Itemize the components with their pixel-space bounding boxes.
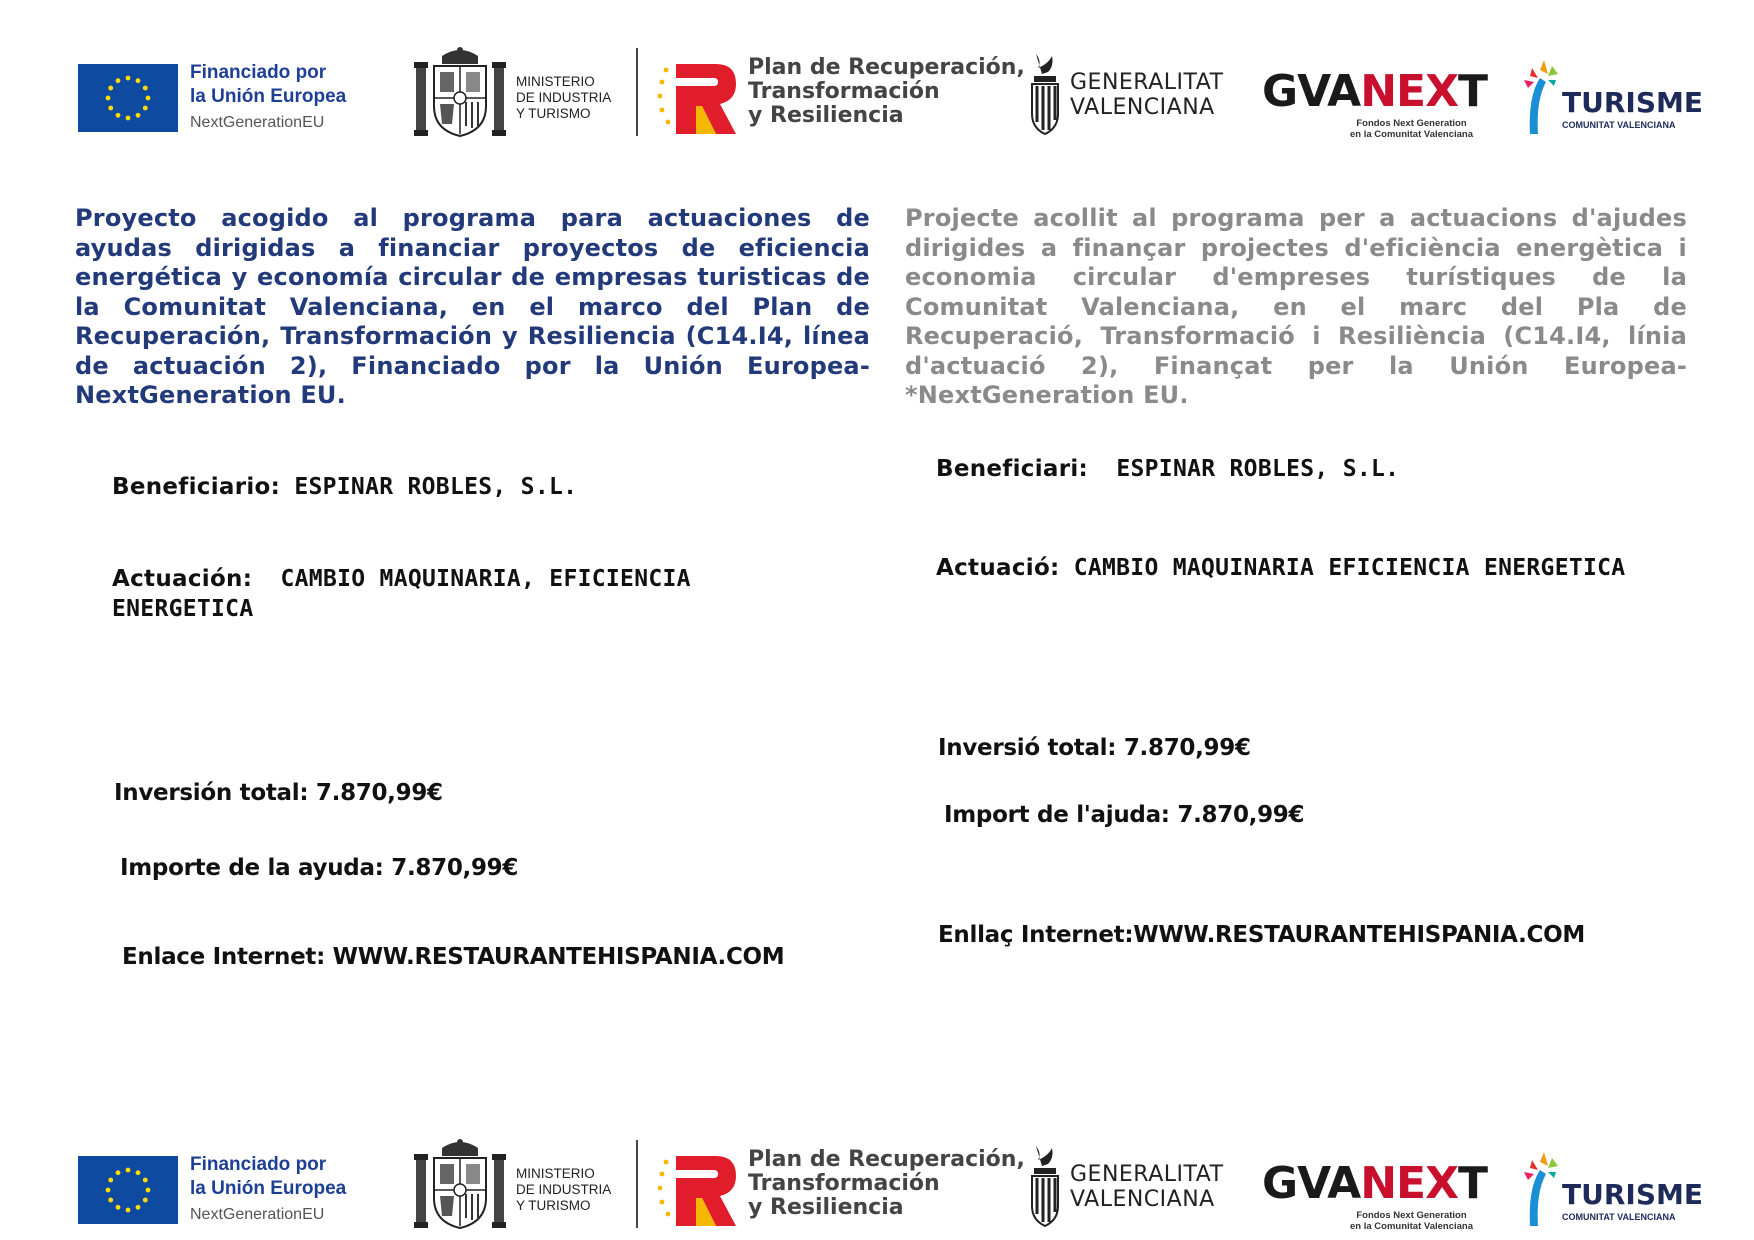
eu-funding-logo (78, 62, 368, 136)
spanish-investment: Inversión total: 7.870,99€ (114, 780, 443, 806)
ministerio-logo (412, 46, 634, 140)
generalitat-crest-icon (1028, 1144, 1062, 1228)
valencian-action-value: CAMBIO MAQUINARIA EFICIENCIA ENERGETICA (1073, 555, 1626, 581)
spanish-beneficiary (112, 474, 577, 500)
eu-flag-icon (78, 1156, 178, 1224)
turisme-logo (1518, 1148, 1703, 1228)
generalitat-crest-icon (1028, 52, 1062, 136)
plan-recuperacion-r-icon (656, 60, 740, 136)
turisme-subtitle: COMUNITAT VALENCIANA (1562, 120, 1676, 130)
eu-logo-line1: Financiado por (190, 62, 327, 83)
valencian-beneficiary-value: ESPINAR ROBLES, S.L. (1116, 456, 1400, 482)
spain-coat-of-arms-icon (412, 1138, 508, 1232)
valencian-paragraph: Projecte acollit al programa per a actuacions d'ajudes dirigides a finançar projectes d'eficiència energètica i economia circular d'empreses turístiques de la Comunitat Valenciana, en el marc del Pla de Recuperació, Transformació i Resiliència (C14.I4, línia d'actuació 2), Finançat per la Unión Europea- *NextGeneration EU. (905, 204, 1687, 409)
logo-bar-top (0, 38, 1754, 148)
spanish-action-label: Actuación: (112, 566, 253, 592)
gvanext-logo (1262, 68, 1487, 148)
turisme-wordmark: TURISME (1562, 86, 1703, 119)
valencian-beneficiary-label: Beneficiari: (936, 456, 1089, 482)
turisme-figure-icon (1518, 56, 1564, 136)
spanish-link[interactable]: Enlace Internet: WWW.RESTAURANTEHISPANIA.COM (122, 944, 785, 970)
generalitat-text: GENERALITAT VALENCIANA (1070, 70, 1224, 120)
logo-divider (636, 1140, 638, 1228)
eu-logo-line1: Financiado por (190, 1154, 327, 1175)
spanish-action-value-1: CAMBIO MAQUINARIA, EFICIENCIA (280, 566, 691, 592)
turisme-logo (1518, 56, 1703, 136)
eu-flag-icon (78, 64, 178, 132)
turisme-wordmark: TURISME (1562, 1178, 1703, 1211)
gvanext-subtitle: Fondos Next Generation en la Comunitat Valenciana (1350, 1210, 1474, 1232)
ministerio-text: MINISTERIO DE INDUSTRIA Y TURISMO (516, 74, 612, 121)
logo-divider (636, 48, 638, 136)
eu-funding-logo (78, 1154, 368, 1228)
eu-logo-line3: NextGenerationEU (190, 114, 325, 131)
turisme-figure-icon (1518, 1148, 1564, 1228)
generalitat-valenciana-logo (1028, 52, 1228, 138)
spain-coat-of-arms-icon (412, 46, 508, 140)
ministerio-logo (412, 1138, 634, 1232)
valencian-link[interactable]: Enllaç Internet:WWW.RESTAURANTEHISPANIA.COM (938, 922, 1585, 948)
turisme-subtitle: COMUNITAT VALENCIANA (1562, 1212, 1676, 1222)
spanish-beneficiary-label: Beneficiario: (112, 474, 281, 500)
generalitat-text: GENERALITAT VALENCIANA (1070, 1162, 1224, 1212)
plan-recuperacion-logo (656, 1144, 1025, 1234)
plan-recuperacion-logo (656, 52, 1025, 142)
valencian-aid: Import de l'ajuda: 7.870,99€ (944, 802, 1305, 828)
spanish-beneficiary-value: ESPINAR ROBLES, S.L. (294, 474, 578, 500)
spanish-paragraph: Proyecto acogido al programa para actuaciones de ayudas dirigidas a financiar proyectos de eficiencia energética y economía circular de empresas turisticas de la Comunitat Valenciana, en el marco del Plan de Recuperación, Transformación y Resiliencia (C14.I4, línea de actuación 2), Financiado por la Unión Europea- NextGeneration EU. (75, 204, 870, 409)
valencian-beneficiary (936, 456, 1399, 482)
plan-recuperacion-text: Plan de Recuperación, Transformación y Resiliencia (748, 55, 1025, 128)
generalitat-valenciana-logo (1028, 1144, 1228, 1230)
spanish-action-value-2: ENERGETICA (112, 596, 254, 622)
eu-logo-line2: la Unión Europea (190, 86, 347, 107)
gvanext-logo (1262, 1160, 1487, 1240)
valencian-investment: Inversió total: 7.870,99€ (938, 735, 1251, 761)
gvanext-wordmark: GVANEXT (1262, 1158, 1488, 1209)
ministerio-text: MINISTERIO DE INDUSTRIA Y TURISMO (516, 1166, 612, 1213)
spanish-action (112, 564, 691, 624)
eu-logo-line3: NextGenerationEU (190, 1206, 325, 1223)
logo-bar-bottom (0, 1130, 1754, 1240)
gvanext-subtitle: Fondos Next Generation en la Comunitat Valenciana (1350, 118, 1474, 140)
plan-recuperacion-text: Plan de Recuperación, Transformación y Resiliencia (748, 1147, 1025, 1220)
plan-recuperacion-r-icon (656, 1152, 740, 1228)
spanish-aid: Importe de la ayuda: 7.870,99€ (120, 855, 519, 881)
valencian-action-label: Actuació: (936, 555, 1060, 581)
valencian-action (936, 555, 1625, 581)
gvanext-wordmark: GVANEXT (1262, 66, 1488, 117)
eu-logo-line2: la Unión Europea (190, 1178, 347, 1199)
